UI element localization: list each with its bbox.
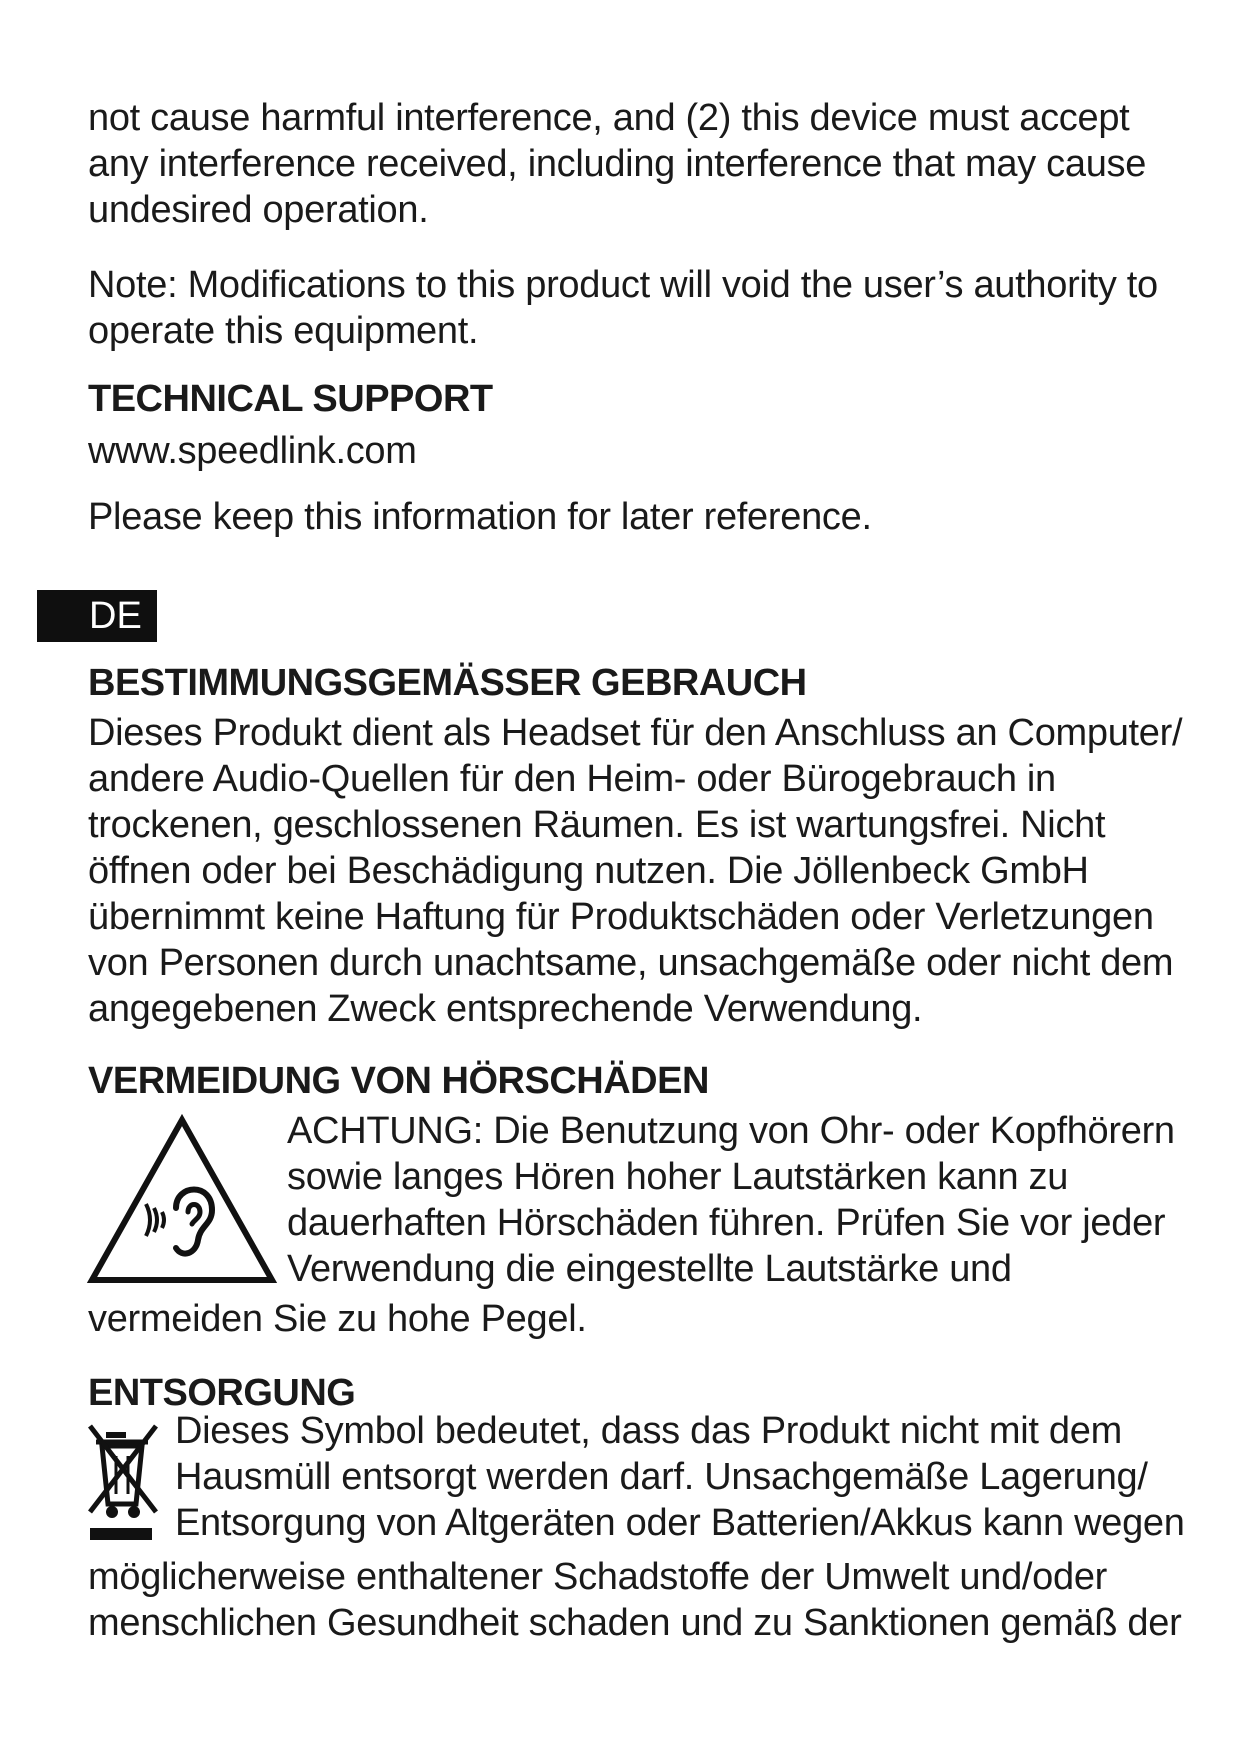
text-line: angegebenen Zweck entsprechende Verwendung. [88,988,923,1030]
text-line: Hausmüll entsorgt werden darf. Unsachgemäße Lagerung/ [175,1456,1148,1498]
disposal-text [175,1408,1185,1546]
text-line: Dieses Produkt dient als Headset für den Anschluss an Computer/ [88,712,1183,754]
text-line: Verwendung die eingestellte Lautstärke und [287,1248,1012,1290]
text-line: Entsorgung von Altgeräten oder Batterien/Akkus kann wegen [175,1502,1185,1544]
text-line: menschlichen Gesundheit schaden und zu Sanktionen gemäß der [88,1602,1182,1644]
text-line: sowie langes Hören hoher Lautstärken kann zu [287,1156,1069,1198]
hearing-warning-icon [84,1112,280,1288]
text-line: andere Audio-Quellen für den Heim- oder Bürogebrauch in [88,758,1056,800]
disposal-text-continued [88,1554,1182,1646]
modification-note [88,262,1171,354]
hearing-heading: VERMEIDUNG VON HÖRSCHÄDEN [88,1060,709,1102]
text-line: öffnen oder bei Beschädigung nutzen. Die Jöllenbeck GmbH [88,850,1089,892]
fcc-text [88,95,1171,233]
text-line: undesired operation. [88,189,429,231]
text-line: übernimmt keine Haftung für Produktschäden oder Verletzungen [88,896,1154,938]
hearing-text [287,1108,1175,1292]
support-url: www.speedlink.com [88,430,417,472]
text-line: möglicherweise enthaltener Schadstoffe der Umwelt und/oder [88,1556,1108,1598]
text-line: not cause harmful interference, and (2) this device must accept [88,97,1130,139]
hearing-text-last: vermeiden Sie zu hohe Pegel. [88,1298,587,1340]
disposal-heading: ENTSORGUNG [88,1372,356,1414]
text-line: any interference received, including interference that may cause [88,143,1147,185]
text-line: dauerhaften Hörschäden führen. Prüfen Sie vor jeder [287,1202,1166,1244]
text-line: trockenen, geschlossenen Räumen. Es ist wartungsfrei. Nicht [88,804,1106,846]
weee-crossed-bin-icon [84,1420,164,1550]
language-tag: DE [37,590,157,642]
text-line: Dieses Symbol bedeutet, dass das Produkt nicht mit dem [175,1410,1122,1452]
text-line: operate this equipment. [88,310,479,352]
support-heading: TECHNICAL SUPPORT [88,378,493,420]
text-line: von Personen durch unachtsame, unsachgemäße oder nicht dem [88,942,1174,984]
text-line: Note: Modifications to this product will void the user’s authority to [88,264,1158,306]
intended-use-heading: BESTIMMUNGSGEMÄSSER GEBRAUCH [88,662,807,704]
keep-info-text: Please keep this information for later reference. [88,496,872,538]
intended-use-text [88,710,1183,1032]
text-line: ACHTUNG: Die Benutzung von Ohr- oder Kopfhörern [287,1110,1175,1152]
